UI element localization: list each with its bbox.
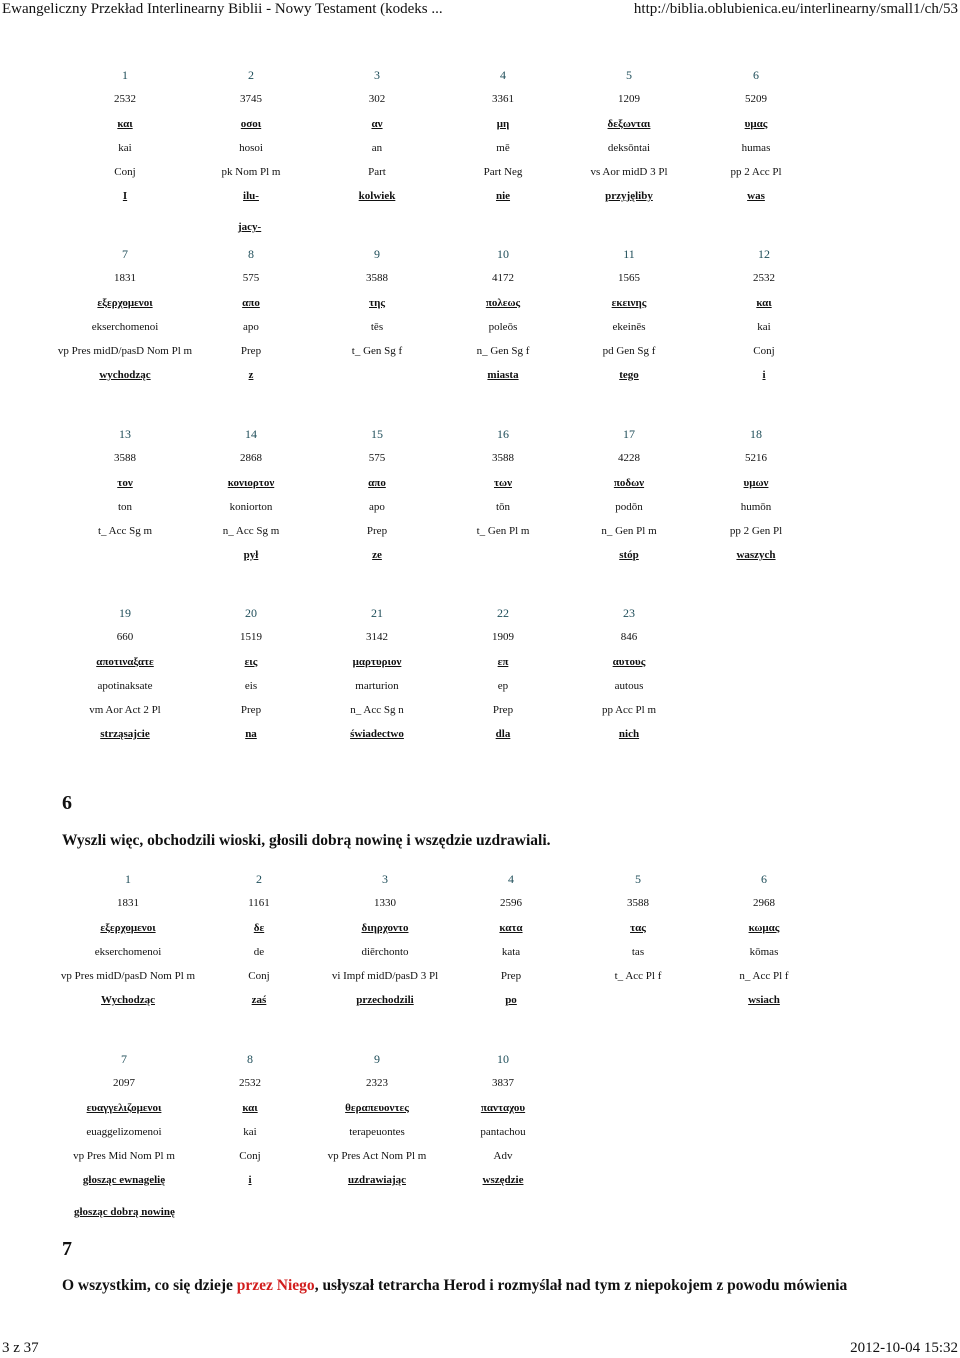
- word-n: 9: [374, 247, 380, 261]
- header-url[interactable]: http://biblia.oblubienica.eu/interlinearny/small1/ch/53: [633, 1, 958, 17]
- word-morph: n_ Gen Pl m: [601, 525, 657, 537]
- word-n: 8: [247, 1052, 253, 1066]
- verse-text-7: [62, 1277, 847, 1295]
- word-pol[interactable]: dla: [495, 728, 511, 740]
- word-translit: apo: [243, 321, 259, 333]
- word-n: 18: [750, 427, 762, 441]
- word-greek[interactable]: αποτιναξατε: [96, 656, 154, 668]
- word-n: 8: [248, 247, 254, 261]
- word-morph: n_ Acc Sg m: [222, 525, 280, 537]
- word-translit: podōn: [615, 501, 643, 513]
- word-pol[interactable]: miasta: [487, 369, 519, 381]
- word-n: 6: [761, 872, 767, 886]
- word-pol[interactable]: I: [122, 190, 128, 202]
- word-strong: 3837: [492, 1077, 514, 1089]
- word-strong: 302: [368, 93, 386, 105]
- word-greek[interactable]: αν: [371, 118, 383, 130]
- word-translit: poleōs: [488, 321, 518, 333]
- word-morph: vp Pres Act Nom Pl m: [327, 1150, 427, 1162]
- word-morph: vp Pres midD/pasD Nom Pl m: [60, 970, 196, 982]
- word-strong: 3588: [627, 897, 649, 909]
- word-greek[interactable]: αυτους: [612, 656, 646, 668]
- word-translit: hosoi: [239, 142, 263, 154]
- word-pol[interactable]: z: [248, 369, 254, 381]
- word-greek[interactable]: ευαγγελιζομενοι: [86, 1102, 162, 1114]
- word-translit: tēs: [370, 321, 384, 333]
- word-pol[interactable]: na: [245, 728, 257, 740]
- word-strong: 3588: [492, 452, 514, 464]
- word-morph: Conj: [239, 1150, 261, 1162]
- word-pol[interactable]: świadectwo: [350, 728, 404, 740]
- word-translit: koniorton: [229, 501, 273, 513]
- word-morph: Prep: [500, 970, 522, 982]
- word-greek[interactable]: δε: [253, 922, 265, 934]
- word-translit: kai: [757, 321, 771, 333]
- page-footer: [0, 1340, 960, 1358]
- word-n: 10: [497, 247, 509, 261]
- verse-number-6: 6: [62, 792, 72, 814]
- word-translit: kai: [118, 142, 132, 154]
- word-pol[interactable]: pył: [243, 549, 259, 561]
- word-n: 19: [119, 606, 131, 620]
- word-morph: Conj: [753, 345, 775, 357]
- word-morph: pp 2 Gen Pl: [729, 525, 783, 537]
- word-morph: Prep: [492, 704, 514, 716]
- word-morph: pp 2 Acc Pl: [730, 166, 782, 178]
- verse-text-7-a: O wszystkim, co się dzieje: [62, 1277, 237, 1294]
- word-pol[interactable]: ilu-: [243, 190, 259, 202]
- word-translit: kata: [501, 946, 521, 958]
- word-translit: tōn: [495, 501, 511, 513]
- word-translit: kai: [243, 1126, 257, 1138]
- word-translit: deksōntai: [607, 142, 651, 154]
- word-morph: n_ Gen Sg f: [476, 345, 530, 357]
- word-n: 23: [623, 606, 635, 620]
- word-greek[interactable]: κωμας: [748, 922, 780, 934]
- word-n: 22: [497, 606, 509, 620]
- verse-text-7-highlight: przez Niego: [236, 1277, 315, 1294]
- word-translit: terapeuontes: [349, 1126, 405, 1138]
- word-greek[interactable]: δεξωνται: [607, 118, 651, 130]
- word-greek[interactable]: κονιορτον: [227, 477, 275, 489]
- word-strong: 1831: [114, 272, 136, 284]
- word-greek[interactable]: απο: [368, 477, 386, 489]
- word-n: 7: [122, 247, 128, 261]
- word-translit: pantachou: [480, 1126, 526, 1138]
- word-n: 14: [245, 427, 257, 441]
- header-title: Ewangeliczny Przekład Interlinearny Biblii - Nowy Testament (kodeks ...: [2, 1, 443, 17]
- word-strong: 2532: [753, 272, 775, 284]
- word-strong: 2968: [753, 897, 775, 909]
- page-header: [0, 0, 960, 20]
- word-translit: eis: [244, 680, 258, 692]
- footer-page: 3 z 37: [2, 1340, 39, 1356]
- word-n: 1: [122, 68, 128, 82]
- word-morph: vm Aor Act 2 Pl: [89, 704, 161, 716]
- word-morph: Adv: [493, 1150, 513, 1162]
- word-greek[interactable]: και: [756, 297, 772, 309]
- word-n: 2: [248, 68, 254, 82]
- word-morph: n_ Acc Pl f: [739, 970, 789, 982]
- word-pol[interactable]: was: [747, 190, 765, 202]
- word-morph: Prep: [240, 704, 262, 716]
- word-strong: 3745: [240, 93, 262, 105]
- word-n: 16: [497, 427, 509, 441]
- word-n: 5: [635, 872, 641, 886]
- word-translit: ep: [497, 680, 509, 692]
- word-translit: de: [253, 946, 265, 958]
- word-greek[interactable]: πολεως: [485, 297, 521, 309]
- word-greek[interactable]: υμας: [744, 118, 768, 130]
- word-strong: 2532: [114, 93, 136, 105]
- word-greek[interactable]: πανταχου: [480, 1102, 526, 1114]
- word-greek[interactable]: διηρχοντο: [361, 922, 409, 934]
- word-strong: 2532: [239, 1077, 261, 1089]
- word-strong: 3588: [366, 272, 388, 284]
- word-greek[interactable]: μη: [496, 118, 510, 130]
- word-greek[interactable]: τας: [630, 922, 646, 934]
- word-strong: 2596: [500, 897, 522, 909]
- word-n: 9: [374, 1052, 380, 1066]
- word-pol[interactable]: nie: [495, 190, 511, 202]
- word-greek[interactable]: υμων: [743, 477, 769, 489]
- word-n: 3: [374, 68, 380, 82]
- word-n: 3: [382, 872, 388, 886]
- word-strong: 3361: [492, 93, 514, 105]
- word-strong: 1209: [618, 93, 640, 105]
- word-pol[interactable]: zaś: [251, 994, 267, 1006]
- word-pol[interactable]: nich: [618, 728, 640, 740]
- word-n: 17: [623, 427, 635, 441]
- word-pol[interactable]: wszędzie: [482, 1174, 524, 1186]
- word-strong: 1330: [374, 897, 396, 909]
- word-pol[interactable]: kolwiek: [358, 190, 396, 202]
- word-translit: diērchonto: [361, 946, 409, 958]
- word-morph: Part: [368, 166, 386, 178]
- word-pol[interactable]: wsiach: [748, 994, 780, 1006]
- word-pol[interactable]: głosząc ewnagelię: [82, 1174, 166, 1186]
- word-pol-continuation[interactable]: głosząc dobrą nowinę: [74, 1206, 175, 1218]
- word-morph: n_ Acc Sg n: [350, 704, 404, 716]
- word-strong: 3588: [114, 452, 136, 464]
- word-n: 12: [758, 247, 770, 261]
- word-greek[interactable]: κατα: [499, 922, 523, 934]
- word-strong: 2323: [366, 1077, 388, 1089]
- word-n: 4: [508, 872, 514, 886]
- word-pol[interactable]: Wychodząc: [101, 994, 155, 1006]
- word-morph: Conj: [248, 970, 270, 982]
- word-translit: ekserchomenoi: [94, 946, 162, 958]
- word-n: 4: [500, 68, 506, 82]
- word-pol[interactable]: ze: [372, 549, 382, 561]
- word-strong: 660: [116, 631, 134, 643]
- word-pol[interactable]: waszych: [736, 549, 776, 561]
- verse-text-6: Wyszli więc, obchodzili wioski, głosili dobrą nowinę i wszędzie uzdrawiali.: [62, 832, 551, 849]
- word-pol[interactable]: i: [248, 1174, 252, 1186]
- verse-text-7-b: , usłyszał tetrarcha Herod i rozmyślał nad tym z niepokojem z powodu mówienia: [314, 1277, 848, 1294]
- word-pol-continuation[interactable]: jacy-: [238, 221, 262, 233]
- word-greek[interactable]: οσοι: [240, 118, 262, 130]
- word-greek[interactable]: εκεινης: [611, 297, 647, 309]
- word-translit: an: [371, 142, 383, 154]
- word-n: 2: [256, 872, 262, 886]
- word-greek[interactable]: εξερχομενοι: [100, 922, 156, 934]
- word-translit: ekserchomenoi: [91, 321, 159, 333]
- word-translit: euaggelizomenoi: [86, 1126, 162, 1138]
- word-translit: ekeinēs: [612, 321, 646, 333]
- word-morph: vs Aor midD 3 Pl: [590, 166, 668, 178]
- word-n: 7: [121, 1052, 127, 1066]
- word-strong: 2868: [240, 452, 262, 464]
- word-greek[interactable]: ποδων: [613, 477, 645, 489]
- word-strong: 4228: [618, 452, 640, 464]
- word-greek[interactable]: θεραπευοντες: [345, 1102, 409, 1114]
- word-n: 15: [371, 427, 383, 441]
- word-strong: 575: [368, 452, 386, 464]
- word-greek[interactable]: εις: [244, 656, 258, 668]
- word-morph: t_ Acc Sg m: [97, 525, 153, 537]
- word-n: 21: [371, 606, 383, 620]
- word-strong: 1519: [240, 631, 262, 643]
- word-morph: Prep: [366, 525, 388, 537]
- word-morph: t_ Gen Sg f: [351, 345, 403, 357]
- word-translit: ton: [117, 501, 133, 513]
- word-translit: marturion: [355, 680, 399, 692]
- word-strong: 846: [620, 631, 638, 643]
- word-pol[interactable]: i: [762, 369, 766, 381]
- word-n: 11: [623, 247, 635, 261]
- word-n: 10: [497, 1052, 509, 1066]
- word-pol[interactable]: po: [505, 994, 517, 1006]
- verse-number-7: 7: [62, 1238, 72, 1260]
- word-greek[interactable]: μαρτυριον: [352, 656, 402, 668]
- word-n: 13: [119, 427, 131, 441]
- word-strong: 5216: [745, 452, 767, 464]
- word-translit: autous: [614, 680, 644, 692]
- word-translit: humas: [741, 142, 771, 154]
- word-n: 6: [753, 68, 759, 82]
- word-translit: apotinaksate: [97, 680, 153, 692]
- word-greek[interactable]: επ: [497, 656, 509, 668]
- word-morph: pp Acc Pl m: [601, 704, 657, 716]
- word-translit: apo: [369, 501, 385, 513]
- word-greek[interactable]: εξερχομενοι: [97, 297, 153, 309]
- word-pol[interactable]: uzdrawiając: [347, 1174, 407, 1186]
- word-translit: kōmas: [749, 946, 779, 958]
- word-greek[interactable]: και: [117, 118, 133, 130]
- word-morph: t_ Gen Pl m: [476, 525, 530, 537]
- word-n: 5: [626, 68, 632, 82]
- word-morph: t_ Acc Pl f: [614, 970, 662, 982]
- word-morph: vp Pres midD/pasD Nom Pl m: [57, 345, 193, 357]
- word-pol[interactable]: stóp: [619, 549, 639, 561]
- word-strong: 1831: [117, 897, 139, 909]
- word-n: 20: [245, 606, 257, 620]
- word-pol[interactable]: wychodząc: [99, 369, 151, 381]
- word-pol[interactable]: tego: [619, 369, 639, 381]
- word-n: 1: [125, 872, 131, 886]
- word-greek[interactable]: απο: [242, 297, 260, 309]
- word-greek[interactable]: τον: [117, 477, 133, 489]
- word-pol[interactable]: strząsajcie: [100, 728, 150, 740]
- word-morph: vp Pres Mid Nom Pl m: [73, 1150, 175, 1162]
- word-pol[interactable]: przechodzili: [356, 994, 414, 1006]
- word-morph: Part Neg: [483, 166, 523, 178]
- word-strong: 575: [242, 272, 260, 284]
- word-pol[interactable]: przyjęliby: [605, 190, 653, 202]
- word-morph: Prep: [240, 345, 262, 357]
- word-translit: tas: [631, 946, 645, 958]
- footer-timestamp: 2012-10-04 15:32: [850, 1340, 958, 1356]
- word-greek[interactable]: της: [369, 297, 385, 309]
- word-strong: 4172: [492, 272, 514, 284]
- word-morph: pk Nom Pl m: [221, 166, 281, 178]
- word-greek[interactable]: και: [242, 1102, 258, 1114]
- word-morph: Conj: [114, 166, 136, 178]
- word-strong: 1909: [492, 631, 514, 643]
- word-strong: 1161: [248, 897, 270, 909]
- word-translit: mē: [496, 142, 510, 154]
- word-strong: 3142: [366, 631, 388, 643]
- word-translit: humōn: [740, 501, 772, 513]
- word-morph: vi Impf midD/pasD 3 Pl: [331, 970, 439, 982]
- word-strong: 1565: [618, 272, 640, 284]
- word-greek[interactable]: των: [493, 477, 513, 489]
- word-strong: 2097: [113, 1077, 135, 1089]
- word-strong: 5209: [745, 93, 767, 105]
- word-morph: pd Gen Sg f: [602, 345, 656, 357]
